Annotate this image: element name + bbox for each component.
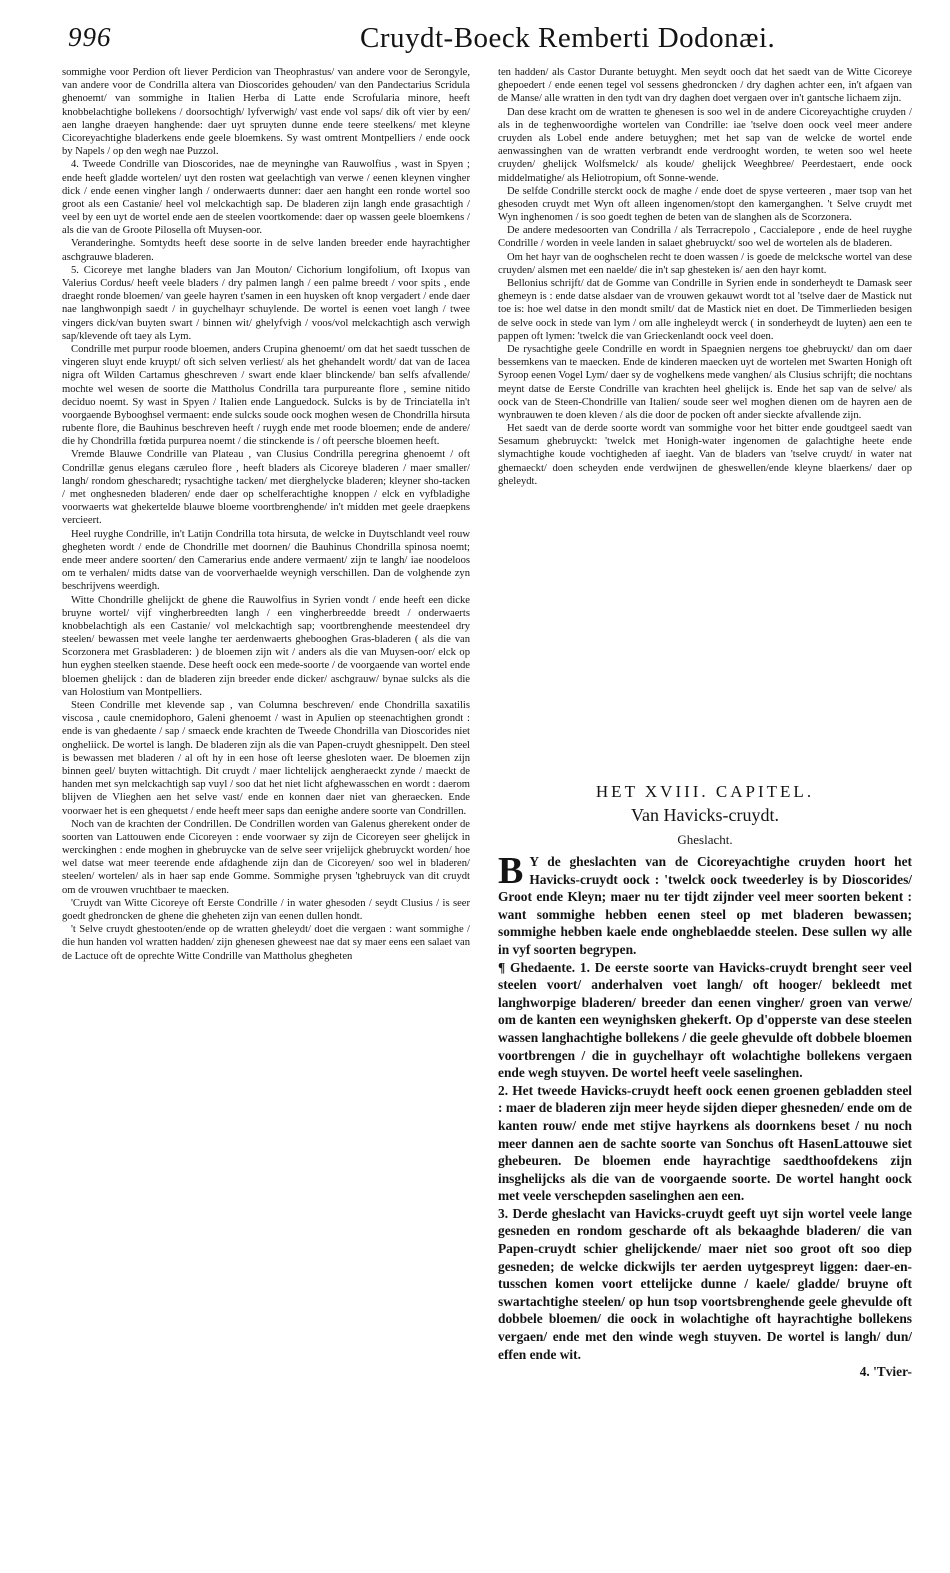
paragraph: Heel ruyghe Condrille, in't Latijn Condrilla tota hirsuta, de welcke in Duytschlandt veel rouw ghegheten wordt / ende de Chondrille met doornen/ die Bauhinus Chondrilla spinosa noemt; ende meer andere soorten/ den Camerarius ende andere vermaent/ zijn te langh/ iae noodeloos om te verhalen/ midts datse van de voorverhaelde weynigh verschillen. Dan de volghende zyn beschrijvens weerdigh. [62,528,470,593]
paragraph: Noch van de krachten der Condrillen. De Condrillen worden van Galenus gherekent onder de soorten van Lattouwen ende Cicoreyen : ende voorwaer sy zijn de Cicoreyen seer ghelijck in werckinghen : ende moghen in ghebruycke van de selve seer vrijelijck ghebruyckt worden/ hoe wel datse wat meer teerende ende afdaghende zijn dan de Cicoreyen/ soo wel in bladeren/ steelen/ wortelen/ als in haer sap ende Gomme. Sommighe prysen 'tghebruyck van dit cruydt om de vrouwen vruchtbaer te maecken. [62,818,470,896]
paragraph: Bellonius schrijft/ dat de Gomme van Condrille in Syrien ende in sonderheydt te Damask seer ghemeyn is : ende datse alsdaer van de vrouwen gekauwt wordt tot al 'tselve daer de Mastick nut toe is: hoe wel datse in den mondt smilt/ dat de Mastick niet en doet. De Timmerlieden besigen de selve oock in stede van lym / om alle ingheleydt werck ( in sonderheydt de luyten) aen een te pappen oft lymen: 'twelck die van Grieckenlandt oock veel doen. [498,278,912,342]
paragraph: Condrille met purpur roode bloemen, anders Crupina ghenoemt/ om dat het saedt tusschen de vingeren sluyt ende kruypt/ oft sich selven verliest/ als het ghehandelt wordt/ dat van de Iacea nigra oft Wilden Cartamus gheschreven / swart ende klaer blinckende/ ban selfs afvallende/ mochte wel wesen de soorte die Mattholus Condrilla tara purpureante flore , semine nitido deciduo noemt. Sy wast in Spyen / Italien ende Languedock. Sulcks is by de Trinciatella in't voorgaende Bybooghsel vermaent: ende sulcks soude oock moghen wesen de Chondrilla hirsuta rubente flore, die Bauhinus beschreven heeft / ruygh ende met roode bloemen; ende de andere/ die hy Chondrilla fœtida purpurea noemt / die stinckende is / oft peersche bloemen heeft. [62,343,470,448]
paragraph: De andere medesoorten van Condrilla / als Terracrepolo , Caccialepore , ende de heel ruyghe Condrille / worden in veele landen in salaet ghebruyckt/ soo wel de wortelen als de bladeren. [498,225,912,250]
paragraph: Dan dese kracht om de wratten te ghenesen is soo wel in de andere Cicoreyachtighe cruyden / als in de teghenwoordighe wortelen van Condrille: iae 'tselve doen oock veel meer andere cruyden als Lobel ende andere betuyghen; met het sap van de welcke de wortel ende aenwassinghen van de wratten verbrandt ende verdrooght worden, te weten soo wel heete cruyden/ ghelijck Wolfsmelck/ als koude/ ghelijck Weeghbree/ Peerdestaert, ende oock middelmatighe/ als Heliotropium, oft Sonne-wende. [498,106,912,184]
paragraph: Om het hayr van de ooghschelen recht te doen wassen / is goede de melcksche wortel van dese cruyden/ alsmen met een naelde/ die in't sap ghesteken is/ aen den hayr komt. [498,251,912,276]
right-column [498,66,912,1546]
section-heading: Gheslacht. [677,832,733,847]
right-column-text [498,66,912,761]
paragraph: ¶ Ghedaente. 1. De eerste soorte van Havicks-cruydt brenght seer veel steelen voort/ anderhalven voet langh/ oft hooger/ bekleedt met langhworpige bladeren/ breeder dan eenen vingher/ groen van verwe/ om de kanten een weynighsken ghekerft. Op d'opperste van dese steelen wassen langhachtighe bollekens / die geele ghevulde oft dobbele bloemen voortbrengen / die in guychelhayr oft wolachtighe bollekens vergaen ende wegh stuyven. De wortel heeft veele saselinghen. [498,959,912,1081]
chapter-intro [498,850,912,959]
paragraph: Vremde Blauwe Condrille van Plateau , van Clusius Condrilla peregrina ghenoemt / oft Condrillæ genus elegans cæruleo flore , heeft bladers als Cicoreye bladeren / maer smaller/ langh/ rondom ghescharedt; rysachtighe tacken/ met dierghelycke bladeren; kleyner sho-tacken / met onghesneden bladeren/ ende daer op schelferachtighe knoppen / elck en vyfbladighe voorwaerts wat ghekertelde blauwe bloeme voortbrenghende/ in't midden met geele draepkens vercieert. [62,449,470,527]
paragraph: Het saedt van de derde soorte wordt van sommighe voor het bitter ende goudtgeel saedt van Sesamum ghebruyckt: 'twelck met Honigh-water ingenomen de galachtighe heete ende slymachtighe koude vochtigheden af iaeght. Van de bladers van 'tselve cruydt/ in water nat ghemaeckt/ doen scheyden ende verdwijnen de gheswellen/ende kleyne blaerkens/ daer op gheleydt. [498,423,912,487]
paragraph: ten hadden/ als Castor Durante betuyght. Men seydt ooch dat het saedt van de Witte Cicoreye ghepoedert / ende eenen tegel vol sessens ghedroncken / dry daghen achter een, in't afgaen van de Manse/ alle wratten in den tydt van dry daghen doet vergaen over in't gantsche lichaem zijn. [498,67,912,105]
paragraph: Witte Chondrille ghelijckt de ghene die Rauwolfius in Syrien vondt / ende heeft een dicke bruyne wortel/ vijf vingherbreedten langh / een vingherbreedde breedt / onderwaerts knobbelachtigh als een Castanie/ vol melckachtigh sap; voortbrenghende meestendeel dry steelen/ bewassen met veele langhe ter aerdenwaerts ghebooghen Gras-bladeren ( als die van Scorzonera met Grasbladeren: ) de bloemen zijn wit / anders als die van Muysen-oor/ elck op hun eyghen steelken staende. Dese heeft oock een mede-soorte / de voorgaende van wortel ende bloemen ghelijck : dan de bladeren zijn breeder ende dicker/ aschgrauw/ bynae sulcks als die van Holostium van Montpelliers. [62,594,470,698]
page-number: 996 [68,22,112,52]
chapter-heading: HET XVIII. CAPITEL. [595,782,815,801]
paragraph: sommighe voor Perdion oft liever Perdicion van Theophrastus/ van andere voor de Serongyle, van andere voor de Condrilla altera van Dioscorides gehouden/ van den Pandectarius Scridula ghenoemt/ van sommighe in Italien Herba di Latte ende Scrofularia minore, heeft knobbelachtighe bollekens / doorsochtigh/ lyfverwigh/ vast ende vol saps/ dik oft vier by een/ aen langhe draeyen hanghende: daer uyt spruyten dunne ende teere steelkens/ met kleyne Cicoreyachtighe bladerkens ende geele bloemkens. Sy wast omtrent Montpelliers / ende oock by Napels / op den wegh nae Puzzol. [62,67,470,158]
paragraph: 'Cruydt van Witte Cicoreye oft Eerste Condrille / in water ghesoden / seydt Clusius / is seer goedt ghedroncken de ghene die gheheten zijn van eenen dullen hondt. [62,897,470,922]
paragraph: 4. Tweede Condrille van Dioscorides, nae de meyninghe van Rauwolfius , wast in Spyen ; ende heeft gladde wortelen/ uyt den rosten wat geelachtigh van verwe / eenen kleynen vingher dick / ende eenen vingher langh / onderwaerts dunner: daer aen hanght een ronde wortel soo groot als een Castanie/ heel vol melckachtigh sap. De bladeren zijn langh ende grasachtigh / veel by een uyt de wortel ende aen de steelen voortkomende: daer op wassen geele bloemkens / als die van de Groote Pilosella oft Muysen-oor. [62,159,470,237]
paragraph: De selfde Condrille sterckt oock de maghe / ende doet de spyse verteeren , maer tsop van het ghesoden cruydt met Wyn oft alleen ingenomen/stopt den kamerganghen. 't Selve cruydt met Wyn inghenomen / is soo goedt teghen de beten van de slanghen als de Scorzonera. [498,185,912,224]
page-title: Cruydt-Boeck Remberti Dodonæi. [360,22,776,54]
paragraph: De rysachtighe geele Condrille en wordt in Spaegnien nergens toe ghebruyckt/ dan om daer bessemkens van te maecken. Ende de kinderen maecken uyt de wortelen met Swarten Honigh oft Syroop eenen Vogel Lym/ daer sy de voghelkens mede vanghen/ als Clusius schrijft; die nochtans meynt datse de Eerste Condrille van krachten heel ghelijck is. Ende het sap van de selve/ als oock van de Steen-Chondrille van Italien/ soude seer wel moghen dienen om de hayren aen de wynbrauwen te doen kleven / als die door de pocken oft ander sieckte afvallende zijn. [498,343,912,421]
paragraph: 't Selve cruydt ghestooten/ende op de wratten gheleydt/ doet die vergaen : want sommighe / die hun handen vol wratten hadden/ zijn ghenesen gheweest nae dat sy maer eens een salaet van de Lactuce oft de oprechte Witte Condrille van Mattholus ghegheten [62,924,470,962]
paragraph: 3. Derde gheslacht van Havicks-cruydt geeft uyt sijn wortel veele lange gesneden en rondom gescharde oft als bekaaghde bladeren/ die van Papen-cruydt schier ghelijckende/ maer niet soo groot oft soo diep gesneden; de welcke dickwijls ter aerden uytgespreyt liggen: daer-en-tusschen komen voort ettelijcke dunne / kaele/ gladde/ bruyne oft swartachtighe steelen/ op hun tsop voortsbrenghende geele ghevulde oft dobbele bloemen/ die oock in wolachtighe oft hayrachtighe bollekens vergaen/ ende met den winde wegh stuyven. De wortel is langh/ dun/ effen ende wit. [498,1205,912,1362]
intro-text: Y de gheslachten van de Cicoreyachtighe cruyden hoort het Havicks-cruydt oock : 'twelck oock tweederley is by Dioscorides/ Groot ende Kleyn; maer nu ter tijdt zijnder veel meer soorten bekent : want sommighe hebben eenen steel op met bladeren bewassen; sommighe hebben kaele ende ongheblaedde steelen. Dese sullen wy alle in vyf soorten begrypen. [498,854,912,957]
catchword: 4. 'Tvier- [859,1364,912,1380]
chapter-subtitle: Van Havicks-cruydt. [631,805,779,825]
paragraph: Steen Condrille met klevende sap , van Columna beschreven/ ende Chondrilla saxatilis viscosa , caule cnemidophoro, Galeni ghenoemt / wast in Apulien op steenachtighen grondt : ende is van ghedaente / sap / smaeck ende krachten de Tweede Chondrilla van Dioscorides niet ongheliick. De wortel is langh. De bladeren zijn als die van Papen-cruydt ghesnippelt. Den steel is bewassen met bladeren / al oft hy in een hose oft leerse ghesloten waer. De bloemen zijn binnen geel/ buyten wittachtigh. Dit cruydt / maer lichtelijck aengheraeckt zynde / maeckt de handen met syn melckachtigh sap vuyl / soo dat het niet licht afghewasschen en wordt : daerom blijven de Vlieghen aen het selve vast/ ende en konnen daer niet van gheraecken. Ende voorwaer het is een ghequetst / ende heeft meer saps dan eenighe andere soorte van Condrillen. [62,700,470,817]
running-head [62,22,908,62]
left-column [62,66,470,1546]
drop-cap: B [498,850,524,892]
paragraph: Veranderinghe. Somtydts heeft dese soorte in de selve landen breeder ende hayrachtigher aschgrauwe bladeren. [62,238,470,263]
paragraph: 5. Cicoreye met langhe bladers van Jan Mouton/ Cichorium longifolium, oft Ixopus van Valerius Cordus/ heeft veele bladers / dry palmen langh / een palme breedt / voor spits , ende draeght ronde bloemen/ van geele hayren t'samen in een huysken oft knop vergadert / ende daer nae langhwonpigh saedt / in guychelhayr schuylende. De wortel is eenen voet langh / twee vingers dick/van buyten swart / binnen wit/ ghelyfvigh / voos/vol melckachtigh asch verwigh sap/klevende oft taey als Lym. [62,264,470,342]
chapter-section [498,781,912,1551]
paragraph: 2. Het tweede Havicks-cruydt heeft oock eenen groenen gebladden steel : maer de bladeren zijn meer heyde sijden dieper ghesneden/ ende om de kanten rouw/ ende met stijve hayrkens als doornkens beset / nu noch meer dannen aen de sachte soorte van Sonchus oft HasenLattouwe siet ghebeuren. De bloemen ende hayrachtige saedthoofdekens zijn insghelijcks als die van de voorgaende soorte. De wortel hanght oock met veele verschepden saselinghen aen een. [498,1082,912,1204]
